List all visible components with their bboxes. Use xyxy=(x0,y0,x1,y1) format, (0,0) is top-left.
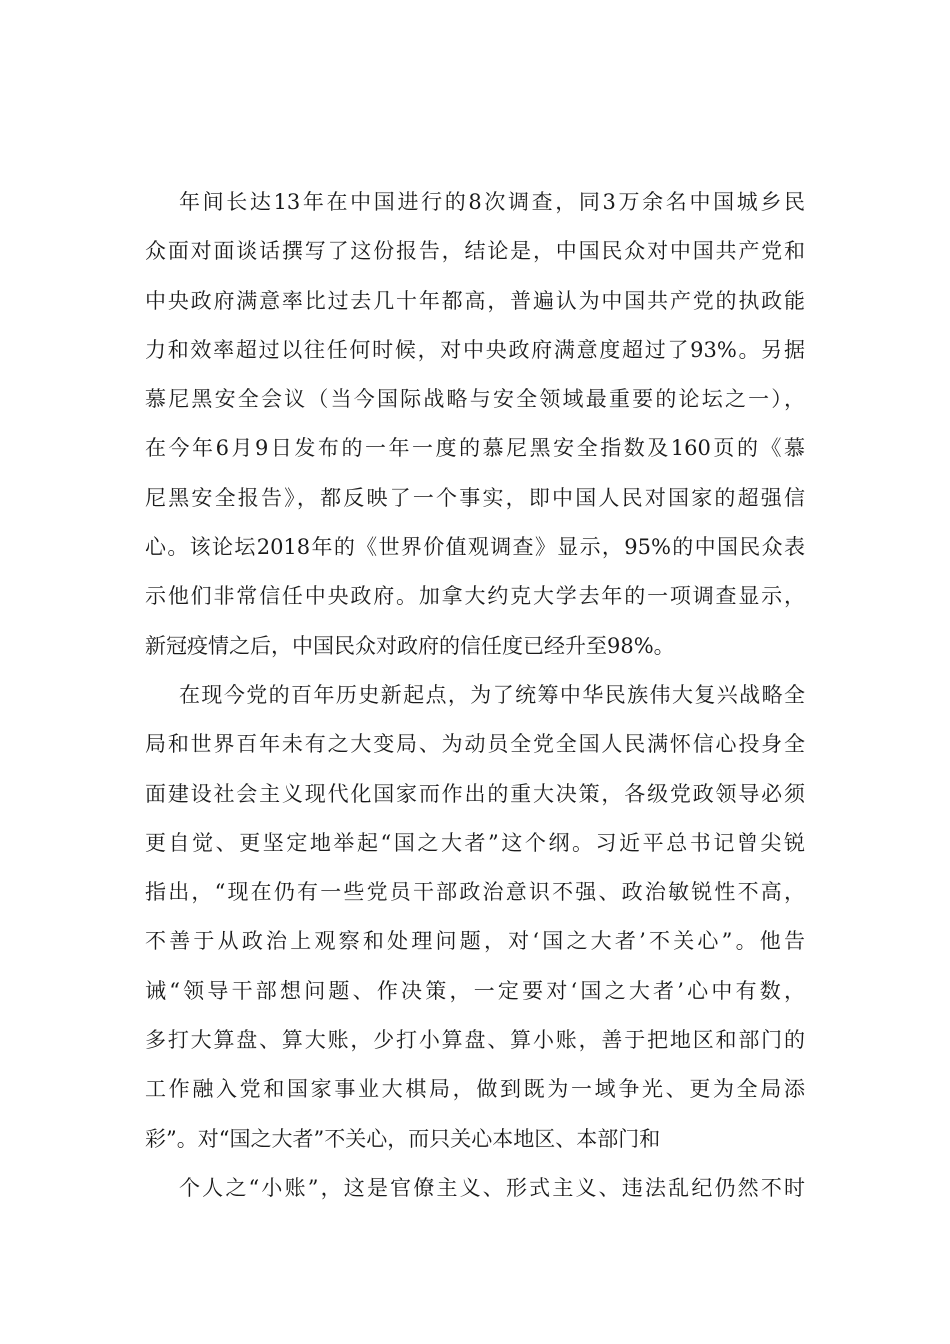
paragraph-1 xyxy=(145,178,805,671)
text-line: 心。该论坛2018年的《世界价值观调查》显示，95%的中国民众表 xyxy=(145,535,805,560)
text-line: 局和世界百年未有之大变局、为动员全党全国人民满怀信心投身全 xyxy=(145,732,805,757)
document-body xyxy=(145,178,805,1213)
text-line: 在现今党的百年历史新起点，为了统筹中华民族伟大复兴战略全 xyxy=(179,682,805,707)
text-line: 个人之“小账”，这是官僚主义、形式主义、违法乱纪仍然不时 xyxy=(179,1175,805,1200)
text-line: 诫“领导干部想问题、作决策，一定要对‘国之大者’心中有数， xyxy=(145,978,805,1003)
text-line: 尼黑安全报告》，都反映了一个事实，即中国人民对国家的超强信 xyxy=(145,485,805,510)
text-line: 多打大算盘、算大账，少打小算盘、算小账，善于把地区和部门的 xyxy=(145,1028,805,1053)
text-line: 不善于从政治上观察和处理问题，对‘国之大者’不关心”。他告 xyxy=(145,929,805,954)
text-line: 工作融入党和国家事业大棋局，做到既为一域争光、更为全局添 xyxy=(145,1077,805,1102)
text-line: 示他们非常信任中央政府。加拿大约克大学去年的一项调查显示， xyxy=(145,584,805,609)
text-line: 力和效率超过以往任何时候，对中央政府满意度超过了93%。另据 xyxy=(145,337,805,362)
paragraph-3 xyxy=(145,1164,805,1213)
text-line: 年间长达13年在中国进行的8次调查，同3万余名中国城乡民 xyxy=(179,190,805,214)
text-line: 新冠疫情之后，中国民众对政府的信任度已经升至98%。 xyxy=(145,633,675,658)
text-line: 面建设社会主义现代化国家而作出的重大决策，各级党政领导必须 xyxy=(145,781,805,806)
text-line: 在今年6月9日发布的一年一度的慕尼黑安全指数及160页的《慕 xyxy=(145,436,805,461)
paragraph-2 xyxy=(145,671,805,1164)
text-line: 中央政府满意率比过去几十年都高，普遍认为中国共产党的执政能 xyxy=(145,288,805,313)
text-line: 众面对面谈话撰写了这份报告，结论是，中国民众对中国共产党和 xyxy=(145,239,805,264)
text-line: 彩”。对“国之大者”不关心，而只关心本地区、本部门和 xyxy=(145,1126,661,1151)
text-line: 慕尼黑安全会议（当今国际战略与安全领域最重要的论坛之一）， xyxy=(145,387,805,412)
text-line: 指出，“现在仍有一些党员干部政治意识不强、政治敏锐性不高， xyxy=(145,880,805,905)
text-line: 更自觉、更坚定地举起“国之大者”这个纲。习近平总书记曾尖锐 xyxy=(145,830,805,855)
